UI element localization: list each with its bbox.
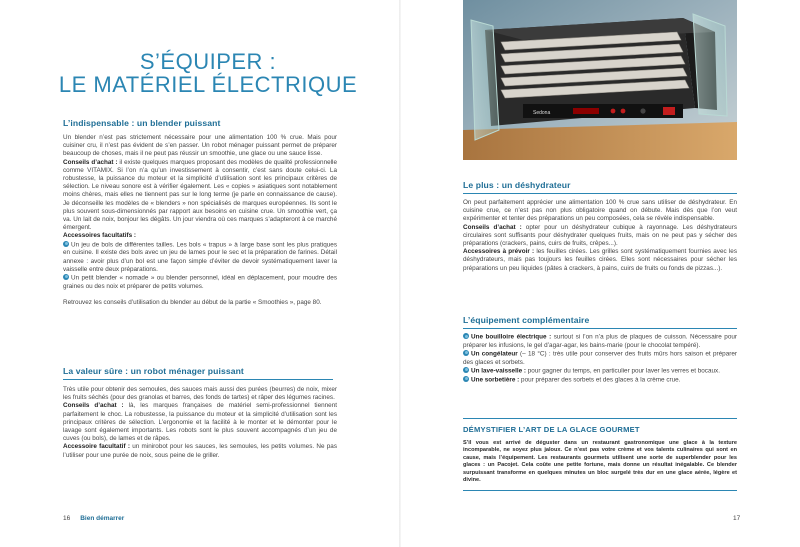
bullet-icon <box>63 241 69 247</box>
section-name: Bien démarrer <box>80 515 125 522</box>
spacer <box>63 291 337 299</box>
bullet-2-text: Un petit blender « nomade » ou blender personnel, idéal en déplacement, pour moudre des graines ou des noix et préparer de petits volumes. <box>63 274 337 290</box>
item-2-label: Un congélateur <box>471 350 518 358</box>
box-text: S’il vous est arrivé de déguster dans un restaurant gastronomique une glace à la texture incomparable, ne soyez plus jaloux. Ce n’est pas votre crème et vos talents culinaires qui sont en cause, mais l’équipement. Les restaurants gourmets utilisent une sorte de superblender pour les glaces : un Pacojet. Cela coûte une petite fortune, mais donne un résultat inégalable. Ce blender surpuissant transforme en quelques minutes un bloc surgelé très dur en une glace aérée, légère et divine. <box>463 440 737 484</box>
equipment-item-3 <box>463 367 737 376</box>
robot-accessoire-text: un minirobot pour les sauces, les semoules, les petits volumes. Ne pas l’utiliser pour une purée de noix, sous peine de le griller. <box>63 443 338 459</box>
dehydrator-accessoires-text: les feuilles cirées. Les grilles sont systématiquement fournies avec les déshydrateurs, mais pas toujours les feuilles cirées. Elles sont nécessaires pour sécher les préparations un peu liquides (pâtes à crackers, à pains, cuirs de fruits ou fonds de pizzas...). <box>463 248 737 272</box>
bullet-icon <box>463 376 469 382</box>
bullet-icon <box>463 367 469 373</box>
accessoires-label <box>63 232 337 240</box>
item-3-text: pour gagner du temps, en particulier pour laver les verres et bocaux. <box>526 367 720 375</box>
dehydrator-accessoires-label: Accessoires à prévoir : <box>463 248 535 256</box>
robot-conseils <box>63 402 337 443</box>
folio-left <box>63 515 124 522</box>
brand-label: Sedona <box>533 110 551 116</box>
page-title <box>58 50 358 96</box>
dehydrator-photo <box>463 0 737 160</box>
section-heading-dehydrator: Le plus : un déshydrateur <box>463 180 737 194</box>
item-3-label: Un lave-vaisselle : <box>471 367 527 375</box>
robot-accessoire <box>63 443 337 459</box>
equipment-item-4 <box>463 376 737 385</box>
robot-intro: Très utile pour obtenir des semoules, des sauces mais aussi des purées (beurres) de noix, mixer les fruits séchés (pour des granolas et barres, des fonds de tartes) et râper des légumes racines. <box>63 386 337 402</box>
item-2-text: (– 18 °C) : très utile pour conserver des fruits mûrs hors saison et préparer des glaces et sorbets. <box>463 350 737 366</box>
robot-accessoire-label: Accessoire facultatif : <box>63 443 130 451</box>
conseils-label: Conseils d’achat : <box>63 158 118 166</box>
robot-conseils-text: là, les marques françaises de matériel semi-professionnel tiennent parfaitement le choc. La robustesse, la puissance du moteur et la simplicité d’utilisation sont les principaux critères de sélection. L’ergonomie et la facilité à le monter et le démonter pour le lavage sont également importants. Les robots sont le plus souvent accompagnés d’un jeu de cuves (ou bols), de lames et de râpes. <box>63 402 337 443</box>
dehydrator-conseils <box>463 224 737 249</box>
bullet-icon <box>463 333 469 339</box>
bullet-icon <box>63 274 69 280</box>
accessoire-bullet-1 <box>63 241 337 274</box>
retrouvez-note: Retrouvez les conseils d’utilisation du blender au début de la partie « Smoothies », page 80. <box>63 298 322 306</box>
blender-conseils <box>63 159 337 233</box>
title-line-2: LE MATÉRIEL ÉLECTRIQUE <box>58 72 358 97</box>
section-body-robot <box>63 386 337 460</box>
accessoires-label-text: Accessoires facultatifs : <box>63 232 136 240</box>
bullet-icon <box>463 350 469 356</box>
section-body-blender <box>63 134 337 307</box>
item-4-text: pour préparer des sorbets et des glaces à la crème crue. <box>519 376 681 384</box>
robot-conseils-label: Conseils d’achat : <box>63 402 124 410</box>
section-heading-complementaire: L’équipement complémentaire <box>463 315 737 329</box>
right-page <box>400 0 800 547</box>
folio-right <box>733 515 740 522</box>
box-title: DÉMYSTIFIER L’ART DE LA GLACE GOURMET <box>463 425 640 434</box>
section-heading-robot: La valeur sûre : un robot ménager puissant <box>63 366 333 380</box>
dehydrator-conseils-text: opter pour un déshydrateur cubique à rayonnage. Les déshydrateurs circulaires sont suffisants pour déshydrater quelques fruits, mais on ne peut pas y sécher des préparations (crackers, pains, cuirs de fruits, crêpes...). <box>463 223 737 248</box>
item-1-label: Une bouilloire électrique : <box>471 333 552 341</box>
equipment-item-1 <box>463 333 737 350</box>
blender-intro: Un blender n’est pas strictement nécessaire pour une alimentation 100 % crue. Mais pour cuisiner cru, il n’est pas évident de s’en passer. Un robot ménager puissant permet de préparer beaucoup de choses, mais il ne peut pas réussir un smoothie, une glace ou une sauce lisse. <box>63 134 337 158</box>
item-1-text: surtout si l’on n’a plus de plaques de cuisson. Nécessaire pour préparer les infusions, le gel d’agar-agar, les bains-marie (pour le chocolat tempéré). <box>463 333 737 349</box>
equipment-item-2 <box>463 350 737 367</box>
box-bottom-rule <box>463 490 737 491</box>
conseils-text: il existe quelques marques proposant des modèles de qualité professionnelle comme VITAMIX. Si l’on n’a qu’un investissement à consentir, c’est sans doute celui-ci. La robustesse, la puissance du moteur et la simplicité d’utilisation sont les principaux critères de sélection. Le niveau sonore est à vérifier également. Les « copies » asiatiques sont notablement moins chères, mais elles ne tiennent pas sur le long terme (je parle en connaissance de cause). Je déconseille les modèles de « blenders » non spécialisés de marques européennes. Ils sont le plus souvent sous-dimensionnés par rapport aux besoins en cuisine crue. Un smoothie vert, ça va. Un lait de noix, bonjour les dégâts. Un jour viendra où ces marques s’adapteront à ce marché émergent. <box>63 158 337 232</box>
section-body-complementaire <box>463 333 737 384</box>
item-4-label: Une sorbetière : <box>471 376 520 384</box>
glace-gourmet-box <box>463 418 737 491</box>
dehydrator-image <box>463 0 737 160</box>
accessoire-bullet-2 <box>63 274 337 291</box>
section-body-dehydrator <box>463 199 737 273</box>
dehydrator-conseils-label: Conseils d’achat : <box>463 223 522 231</box>
page-number: 17 <box>733 515 741 522</box>
section-heading-blender: L’indispensable : un blender puissant <box>63 118 221 128</box>
title-line-1: S’ÉQUIPER : <box>139 49 277 74</box>
page-number: 16 <box>63 515 71 522</box>
bullet-1-text: Un jeu de bols de différentes tailles. Les bols « trapus » à large base sont les plus pratiques en cuisine. Il existe des bols avec un jeu de lames pour le sec et la préparation de farines. Détail annexe : avoir plus d’un bol est une façon simple d’éviter de devoir systématiquement laver la vaisselle entre deux préparations. <box>63 241 337 273</box>
dehydrator-accessoires <box>463 248 737 273</box>
dehydrator-intro: On peut parfaitement apprécier une alimentation 100 % crue sans utiliser de déshydrateur. En cuisine crue, ce n’est pas non plus obligatoire quand on débute. Mais dès que l’on veut expérimenter et tenter des préparations un peu composées, cela se révèle indispensable. <box>463 199 737 223</box>
